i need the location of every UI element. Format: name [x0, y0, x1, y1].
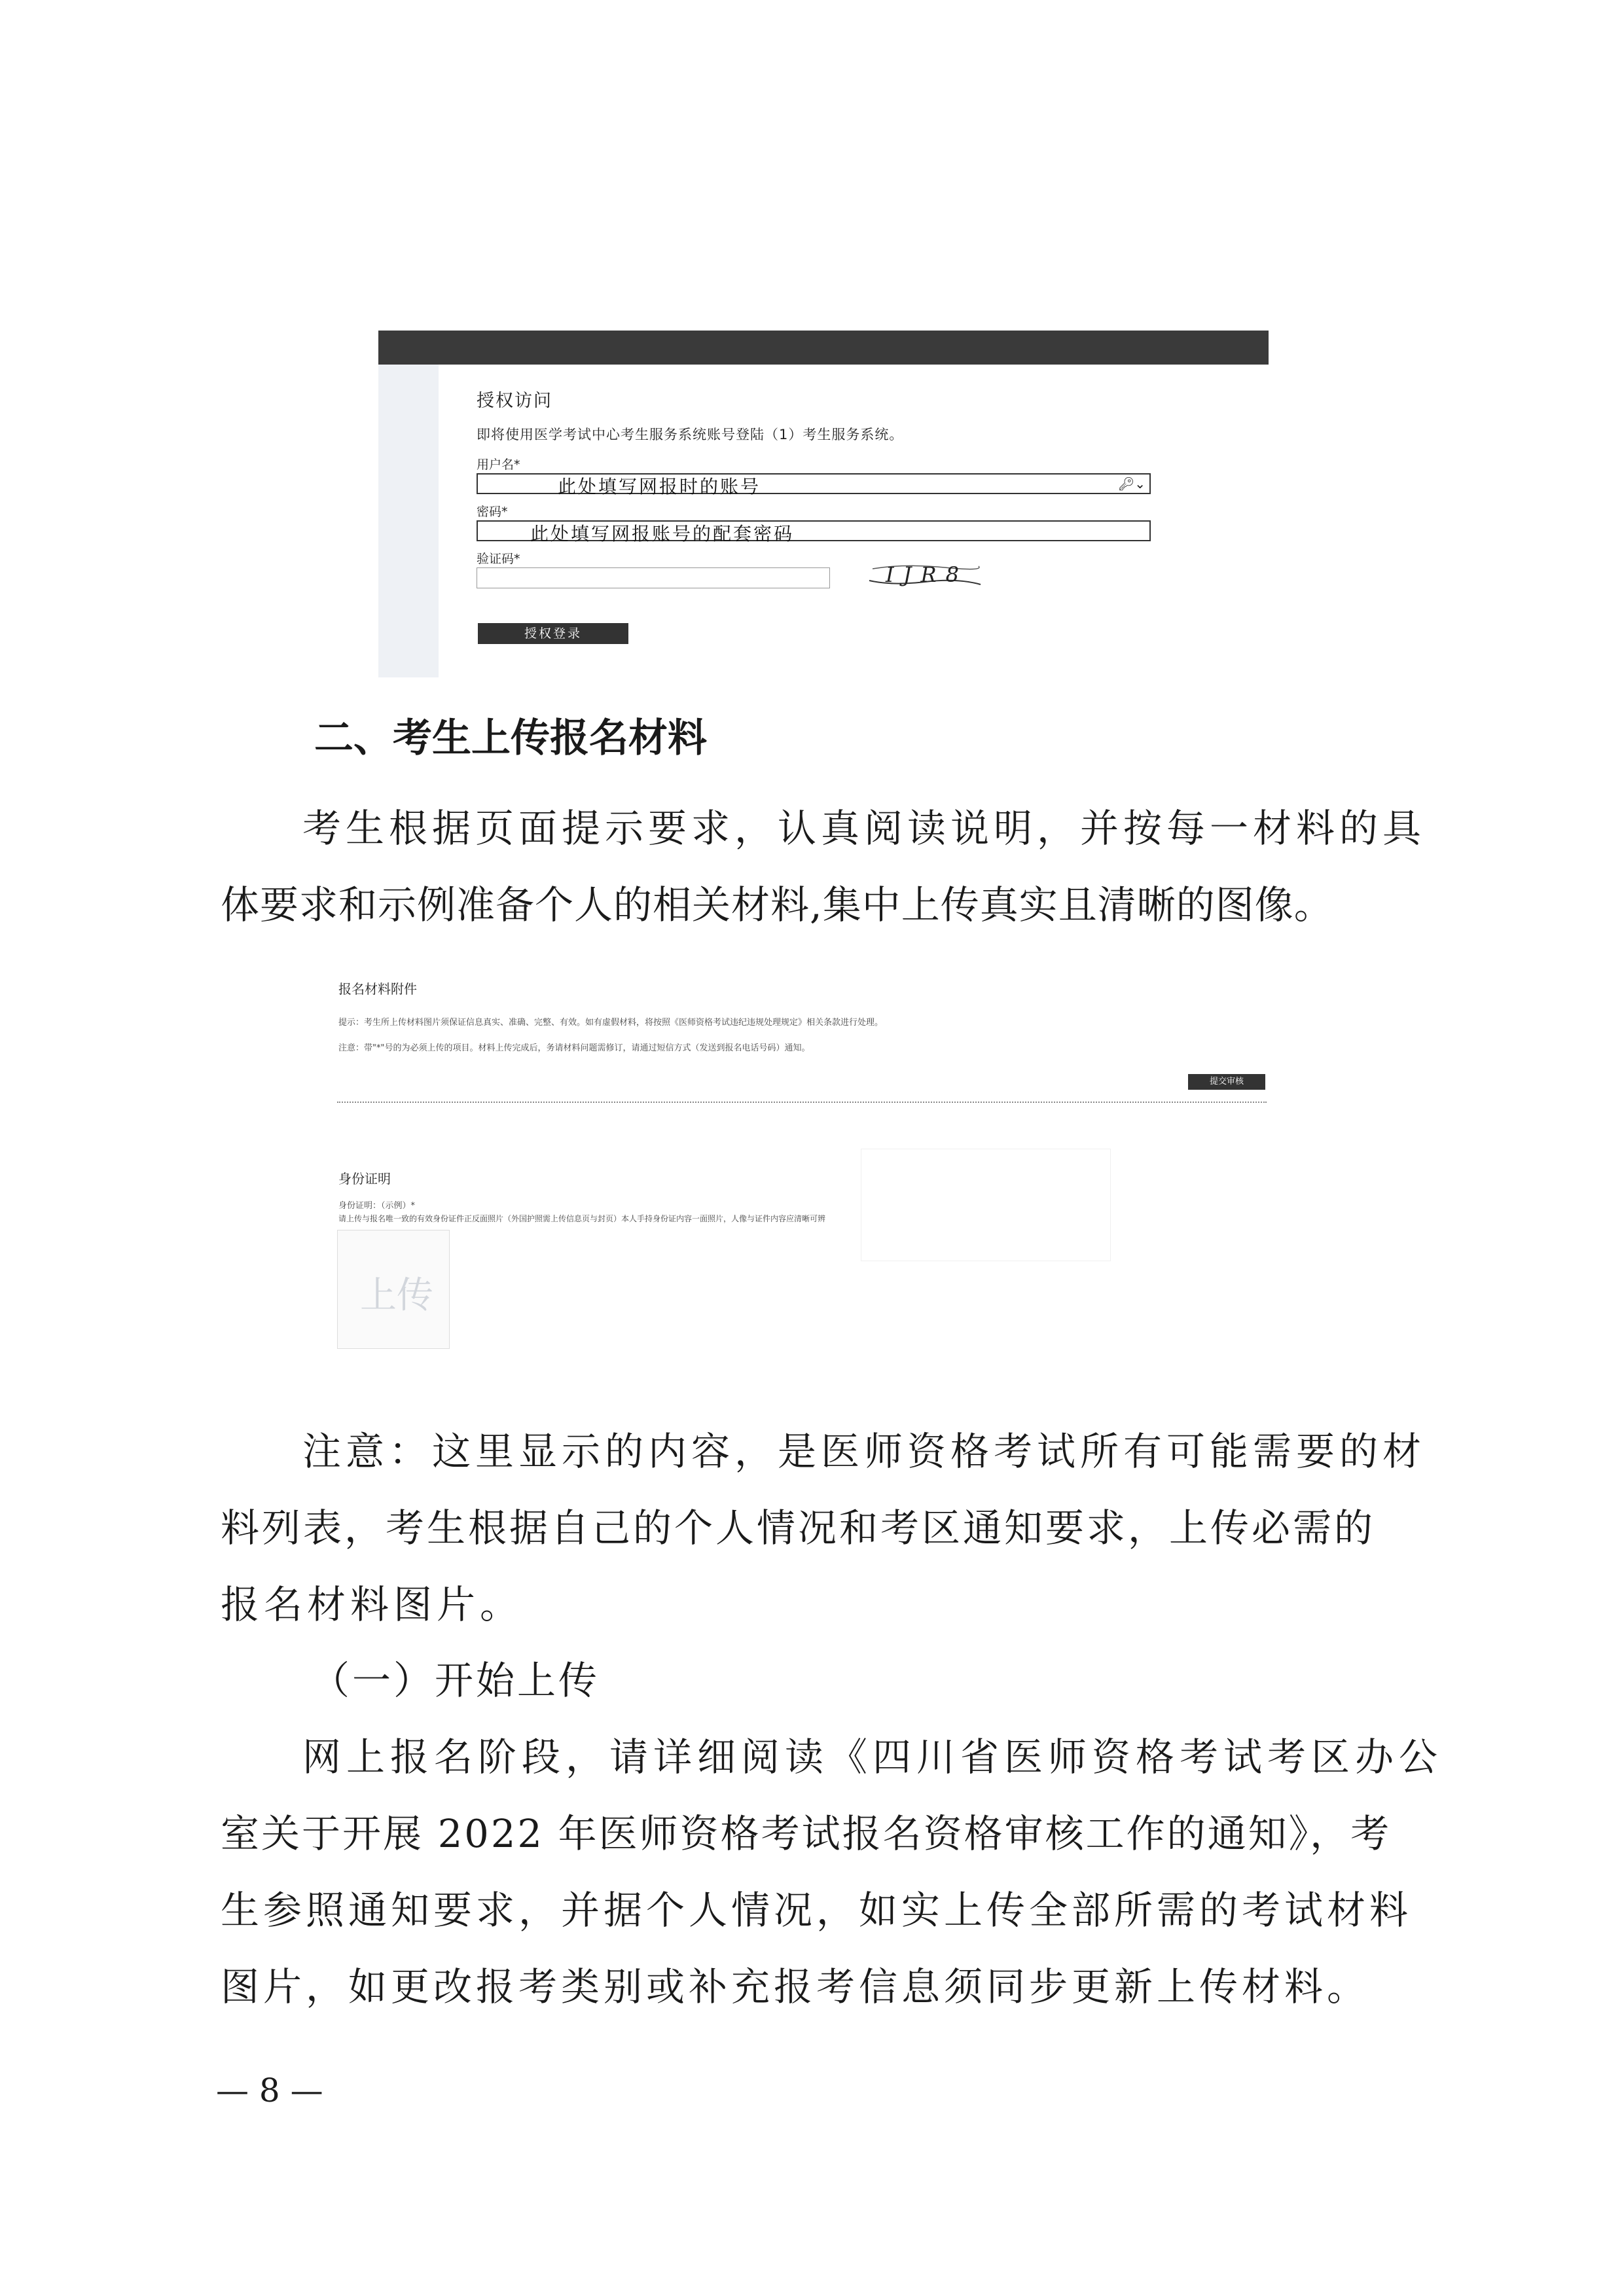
username-label: 用户名*	[477, 457, 520, 472]
note-line-3: 报名材料图片。	[221, 1582, 524, 1627]
login-title: 授权访问	[477, 391, 552, 411]
subheading: （一）开始上传	[311, 1658, 600, 1703]
intro-line-2: 体要求和示例准备个人的相关材料,集中上传真实且清晰的图像。	[221, 882, 1333, 927]
id-field-description: 请上传与报名唯一致的有效身份证件正反面照片（外国护照需上传信息页与封页）本人手持身份证内容一面照片，人像与证件内容应清晰可辨	[338, 1214, 826, 1223]
online-line-2: 室关于开展 2022 年医师资格考试报名资格审核工作的通知》，考	[221, 1811, 1392, 1856]
background-panel	[861, 1149, 1111, 1261]
id-section-title: 身份证明	[338, 1171, 391, 1187]
captcha-label: 验证码*	[477, 552, 520, 566]
id-field-label: 身份证明：（示例）*	[338, 1201, 416, 1211]
captcha-image[interactable]	[866, 561, 984, 590]
password-field[interactable]	[477, 520, 1151, 545]
note-line-1: 注意：这里显示的内容，是医师资格考试所有可能需要的材	[302, 1429, 1426, 1474]
section-heading: 二、考生上传报名材料	[314, 715, 707, 761]
sidebar	[378, 365, 439, 677]
note-text: 注意：带"*"号的为必须上传的项目。材料上传完成后，务请材料问题需修订，请通过短信方式（发送到报名电话号码）通知。	[338, 1043, 810, 1053]
divider	[337, 1102, 1267, 1103]
submit-review-button[interactable]: 提交审核	[1188, 1074, 1265, 1090]
username-hint: 此处填写网报时的账号	[558, 476, 761, 497]
authorize-login-button[interactable]: 授权登录	[478, 623, 628, 644]
captcha-text: IJR8	[886, 562, 968, 587]
upload-screenshot	[298, 952, 1270, 1358]
top-bar	[378, 331, 1269, 365]
login-description: 即将使用医学考试中心考生服务系统账号登陆（⁠1）考生服务系统。	[477, 427, 904, 442]
online-line-1: 网上报名阶段，请详细阅读《四川省医师资格考试考区办公	[302, 1734, 1443, 1780]
intro-line-1: 考生根据页面提示要求，认真阅读说明，并按每一材料的具	[302, 806, 1426, 851]
upload-label[interactable]: 上传	[360, 1274, 433, 1317]
page-number: — 8 —	[216, 2072, 323, 2109]
password-label: 密码*	[477, 505, 508, 519]
key-dropdown-icon[interactable]: 🔑︎⌄	[1117, 476, 1146, 492]
password-hint: 此处填写网报账号的配套密码	[530, 523, 795, 545]
captcha-input[interactable]	[477, 567, 830, 588]
tip-text: 提示：考生所上传材料图片须保证信息真实、准确、完整、有效。如有虚假材料，将按照《医师资格考试违纪违规处理规定》相关条款进行处理。	[338, 1018, 884, 1028]
online-line-4: 图片，如更改报考类别或补充报考信息须同步更新上传材料。	[221, 1964, 1370, 2009]
online-line-3: 生参照通知要求，并据个人情况，如实上传全部所需的考试材料	[221, 1888, 1413, 1933]
attachments-title: 报名材料附件	[338, 981, 417, 997]
login-screenshot	[378, 331, 1269, 677]
username-field[interactable]	[477, 473, 1151, 497]
note-line-2: 料列表，考生根据自己的个人情况和考区通知要求，上传必需的	[221, 1505, 1376, 1551]
